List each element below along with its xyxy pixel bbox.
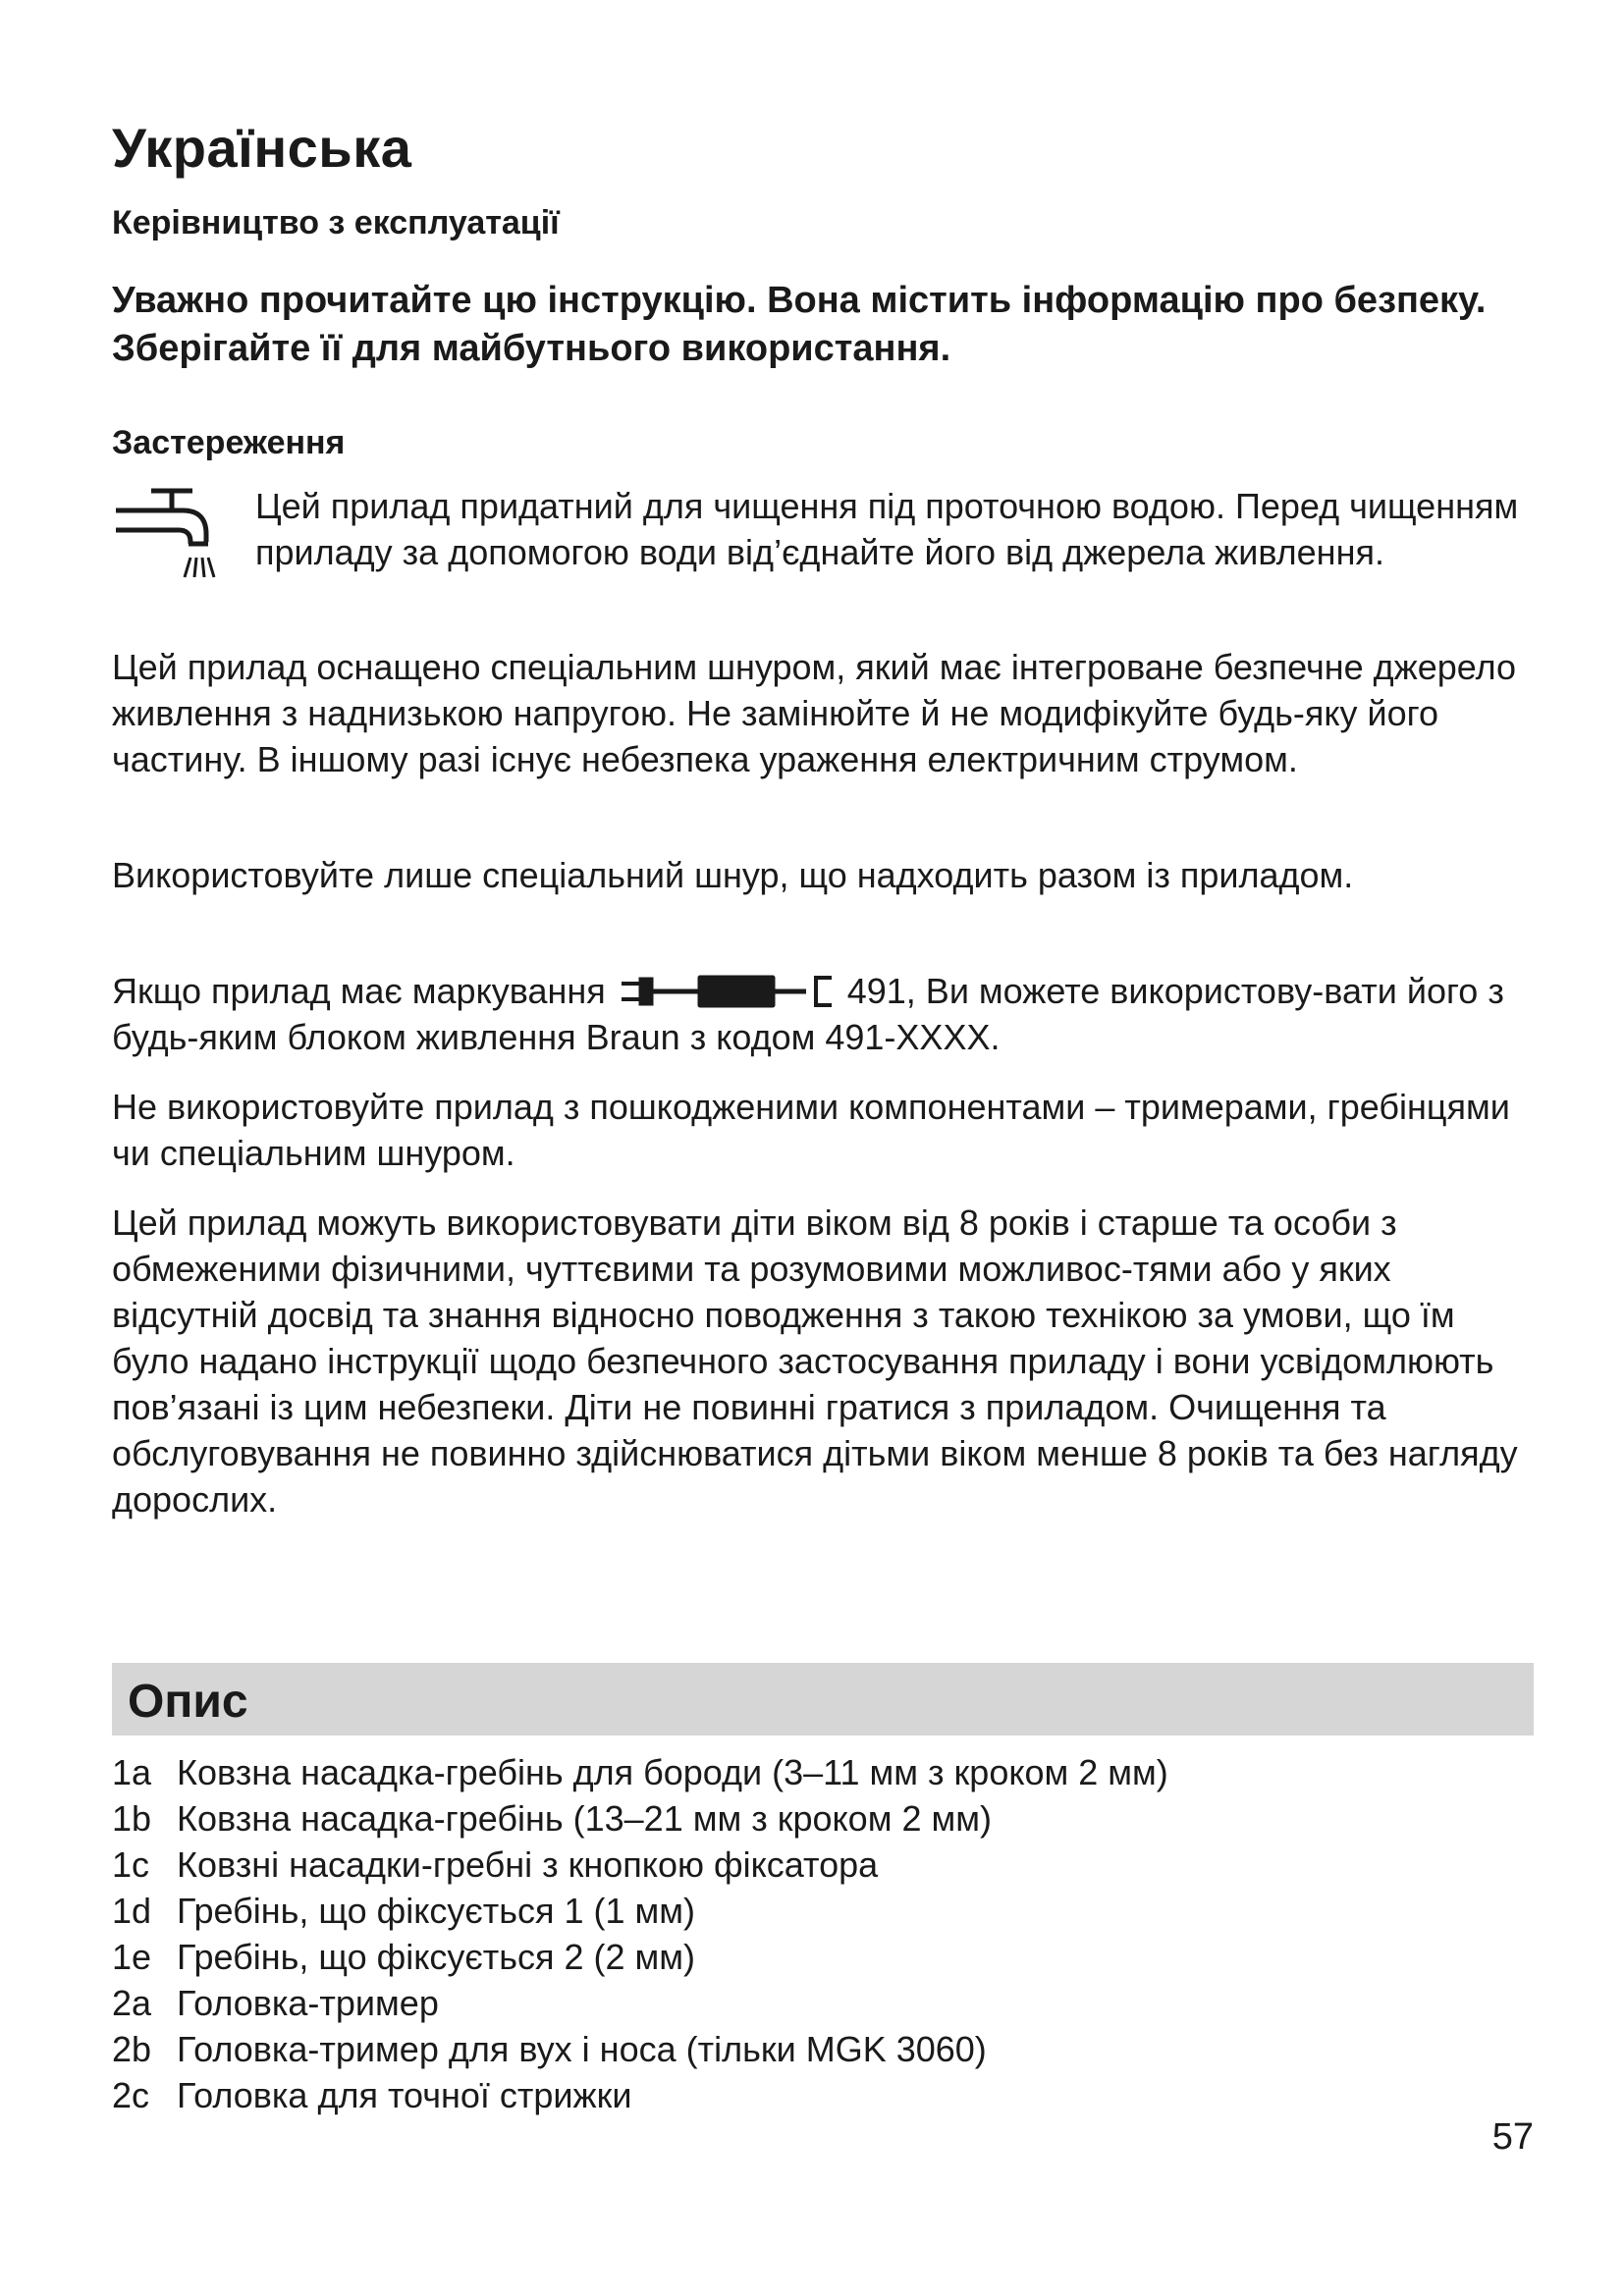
description-list bbox=[112, 1749, 1168, 2118]
warnings-heading: Застереження bbox=[112, 424, 346, 461]
list-item: 1d Гребінь, що фіксується 1 (1 мм) bbox=[112, 1891, 696, 1931]
list-item: 2c Головка для точної стрижки bbox=[112, 2075, 632, 2115]
description-section-bar bbox=[112, 1663, 1534, 1735]
page-number: 57 bbox=[1491, 2116, 1534, 2158]
tap-water-warning: Цей прилад придатний для чищення під проточною водою. Перед чищенням приладу за допомогою води від’єднайте його від джерела живлення. bbox=[255, 486, 1519, 572]
list-item: 1a Ковзна насадка-гребінь для бороди (3–11 мм з кроком 2 мм) bbox=[112, 1752, 1168, 1792]
description-heading: Опис bbox=[128, 1676, 248, 1728]
list-item: 1e Гребінь, що фіксується 2 (2 мм) bbox=[112, 1937, 696, 1977]
list-item: 2a Головка-тример bbox=[112, 1983, 439, 2023]
list-item: 1c Ковзні насадки-гребні з кнопкою фіксатора bbox=[112, 1844, 879, 1885]
list-item: 2b Головка-тример для вух і носа (тільки MGK 3060) bbox=[112, 2029, 987, 2069]
manual-subtitle: Керівництво з експлуатації bbox=[112, 204, 560, 241]
warning-paragraph-damaged: Не використовуйте прилад з пошкодженими компонентами – тримерами, гребінцями чи спеціальним шнуром. bbox=[112, 1087, 1510, 1173]
warning-paragraph-use-cord: Використовуйте лише спеціальний шнур, що надходить разом із приладом. bbox=[112, 855, 1354, 895]
intro-notice: Уважно прочитайте цю інструкцію. Вона містить інформацію про безпеку. Зберігайте її для майбутнього використання. bbox=[112, 280, 1487, 369]
marking-text-after: 491, Ви можете використову-вати його з будь-яким блоком живлення Braun з кодом 491-XXXX. bbox=[112, 971, 1504, 1057]
list-item: 1b Ковзна насадка-гребінь (13–21 мм з кроком 2 мм) bbox=[112, 1798, 992, 1839]
power-cord-symbol-icon bbox=[620, 972, 838, 1011]
warning-paragraph-cord: Цей прилад оснащено спеціальним шнуром, який має інтегроване безпечне джерело живлення з наднизькою напругою. Не замінюйте й не модифікуйте будь-яку його частину. В іншому разі існує небезпека ураження електричним струмом. bbox=[112, 647, 1517, 779]
marking-text-before: Якщо прилад має маркування bbox=[112, 971, 606, 1011]
warning-paragraph-marking bbox=[112, 968, 1534, 1060]
tap-water-icon bbox=[112, 487, 220, 595]
warning-paragraph-children: Цей прилад можуть використовувати діти віком від 8 років і старше та особи з обмеженими фізичними, чуттєвими та розумовими можливос-тями або у яких відсутній досвід та знання відносно поводження з такою технікою за умови, що їм було надано інструкції щодо безпечного застосування приладу і вони усвідомлюють пов’язані із цим небезпеки. Діти не повинні гратися з приладом. Очищення та обслуговування не повинно здійснюватися дітьми віком менше 8 років та без нагляду дорослих. bbox=[112, 1202, 1518, 1520]
language-heading: Українська bbox=[112, 117, 412, 179]
